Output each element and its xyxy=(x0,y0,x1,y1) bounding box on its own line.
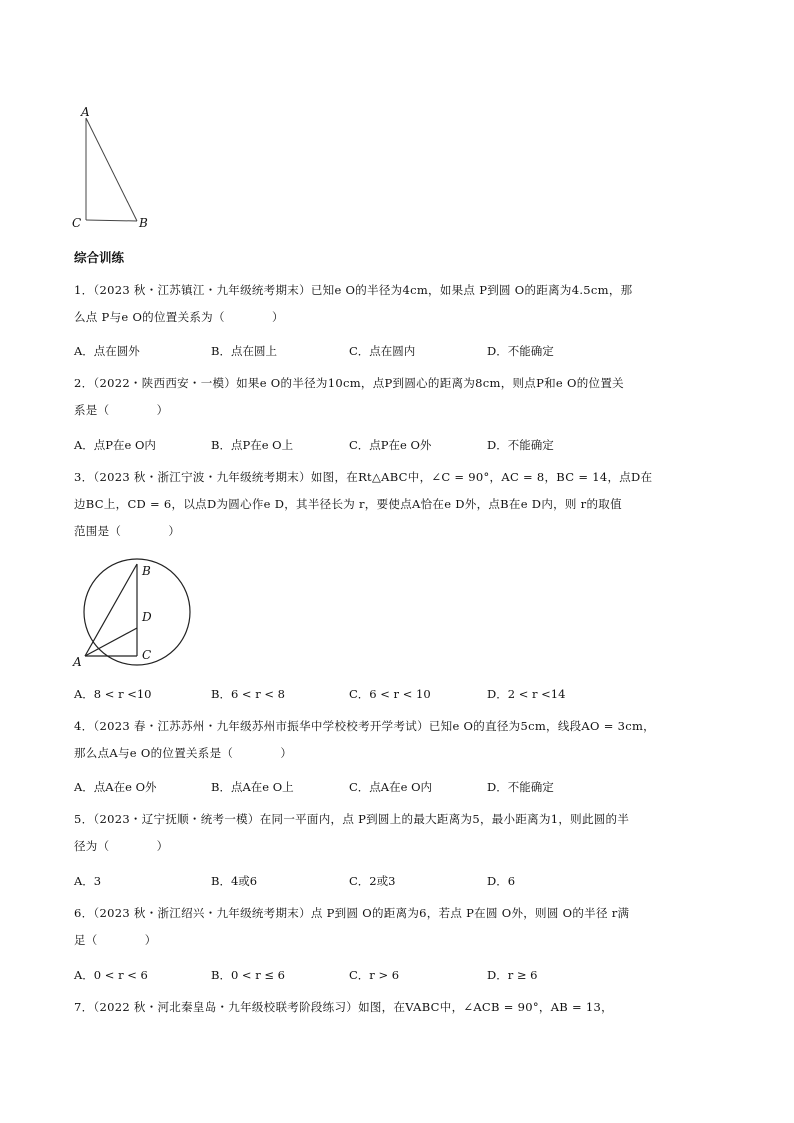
question-4-options xyxy=(74,779,724,799)
option-d[interactable]: D．不能确定 xyxy=(487,344,554,358)
option-b[interactable]: B．点P在e O上 xyxy=(211,438,294,452)
option-d[interactable]: D．6 xyxy=(487,874,516,888)
option-c[interactable]: C．6 < r < 10 xyxy=(349,687,431,701)
question-2-line-2: 系是（ ） xyxy=(74,403,169,417)
option-d[interactable]: D．不能确定 xyxy=(487,780,554,794)
option-a[interactable]: A．3 xyxy=(74,874,102,888)
question-5-line-2: 径为（ ） xyxy=(74,839,169,853)
question-1-line-1: 1．（2023 秋・江苏镇江・九年级统考期末）已知e O的半径为4cm，如果点 P到圆 O的距离为4.5cm，那 xyxy=(74,283,633,297)
option-c[interactable]: C．点A在e O内 xyxy=(349,780,432,794)
label-b: B xyxy=(142,564,151,578)
option-d[interactable]: D．不能确定 xyxy=(487,438,554,452)
question-4-line-2: 那么点A与e O的位置关系是（ ） xyxy=(74,746,293,760)
option-b[interactable]: B．0 < r ≤ 6 xyxy=(211,968,285,982)
question-3-line-1: 3．（2023 秋・浙江宁波・九年级统考期末）如图，在Rt△ABC中，∠C = 90°，AC = 8，BC = 14，点D在 xyxy=(74,470,653,484)
label-a: A xyxy=(73,655,82,669)
option-a[interactable]: A．0 < r < 6 xyxy=(74,968,148,982)
question-6-line-1: 6．（2023 秋・浙江绍兴・九年级统考期末）点 P到圆 O的距离为6，若点 P在圆 O外，则圆 O的半径 r满 xyxy=(74,906,630,920)
question-5-options xyxy=(74,873,724,893)
question-2-line-1: 2．（2022・陕西西安・一模）如果e O的半径为10cm，点P到圆心的距离为8cm，则点P和e O的位置关 xyxy=(74,376,624,390)
question-6-line-2: 足（ ） xyxy=(74,933,157,947)
option-a[interactable]: A．点A在e O外 xyxy=(74,780,157,794)
option-c[interactable]: C．r > 6 xyxy=(349,968,400,982)
question-7-line-1: 7．（2022 秋・河北秦皇岛・九年级校联考阶段练习）如图，在VABC中，∠ACB = 90°，AB = 13， xyxy=(74,1000,613,1014)
question-3-line-3: 范围是（ ） xyxy=(74,524,181,538)
question-3-options xyxy=(74,686,724,706)
option-a[interactable]: A．点在圆外 xyxy=(74,344,140,358)
option-d[interactable]: D．2 < r <14 xyxy=(487,687,566,701)
option-d[interactable]: D．r ≥ 6 xyxy=(487,968,538,982)
side-cb xyxy=(86,220,137,221)
option-b[interactable]: B．6 < r < 8 xyxy=(211,687,285,701)
option-a[interactable]: A．8 < r <10 xyxy=(74,687,152,701)
question-1-options xyxy=(74,343,724,363)
question-6 xyxy=(74,900,724,954)
option-b[interactable]: B．点在圆上 xyxy=(211,344,277,358)
option-b[interactable]: B．4或6 xyxy=(211,874,258,888)
question-2 xyxy=(74,370,724,424)
question-1-line-2: 么点 P与e O的位置关系为（ ） xyxy=(74,310,284,324)
label-a: A xyxy=(81,105,90,119)
option-c[interactable]: C．点在圆内 xyxy=(349,344,416,358)
option-c[interactable]: C．2或3 xyxy=(349,874,396,888)
question-4-line-1: 4．（2023 春・江苏苏州・九年级苏州市振华中学校校考开学考试）已知e O的直径为5cm，线段AO = 3cm， xyxy=(74,719,655,733)
question-3 xyxy=(74,464,724,545)
option-a[interactable]: A．点P在e O内 xyxy=(74,438,156,452)
option-b[interactable]: B．点A在e O上 xyxy=(211,780,294,794)
label-d: D xyxy=(142,610,152,624)
triangle-figure xyxy=(70,100,160,235)
label-c: C xyxy=(142,648,152,662)
option-c[interactable]: C．点P在e O外 xyxy=(349,438,432,452)
question-6-options xyxy=(74,967,724,987)
side-ab xyxy=(86,118,137,221)
question-4 xyxy=(74,713,724,767)
question-3-line-2: 边BC上，CD = 6，以点D为圆心作e D，其半径长为 r，要使点A恰在e D外，点B在e D内，则 r的取值 xyxy=(74,497,622,511)
question-5-line-1: 5．（2023・辽宁抚顺・统考一模）在同一平面内，点 P到圆上的最大距离为5，最小距离为1，则此圆的半 xyxy=(74,812,630,826)
section-title: 综合训练 xyxy=(74,250,125,265)
question-2-options xyxy=(74,437,724,457)
label-c: C xyxy=(72,216,82,230)
question-1 xyxy=(74,277,724,331)
circle-figure xyxy=(70,558,200,670)
question-5 xyxy=(74,806,724,860)
label-b: B xyxy=(139,216,148,230)
question-7 xyxy=(74,994,724,1021)
